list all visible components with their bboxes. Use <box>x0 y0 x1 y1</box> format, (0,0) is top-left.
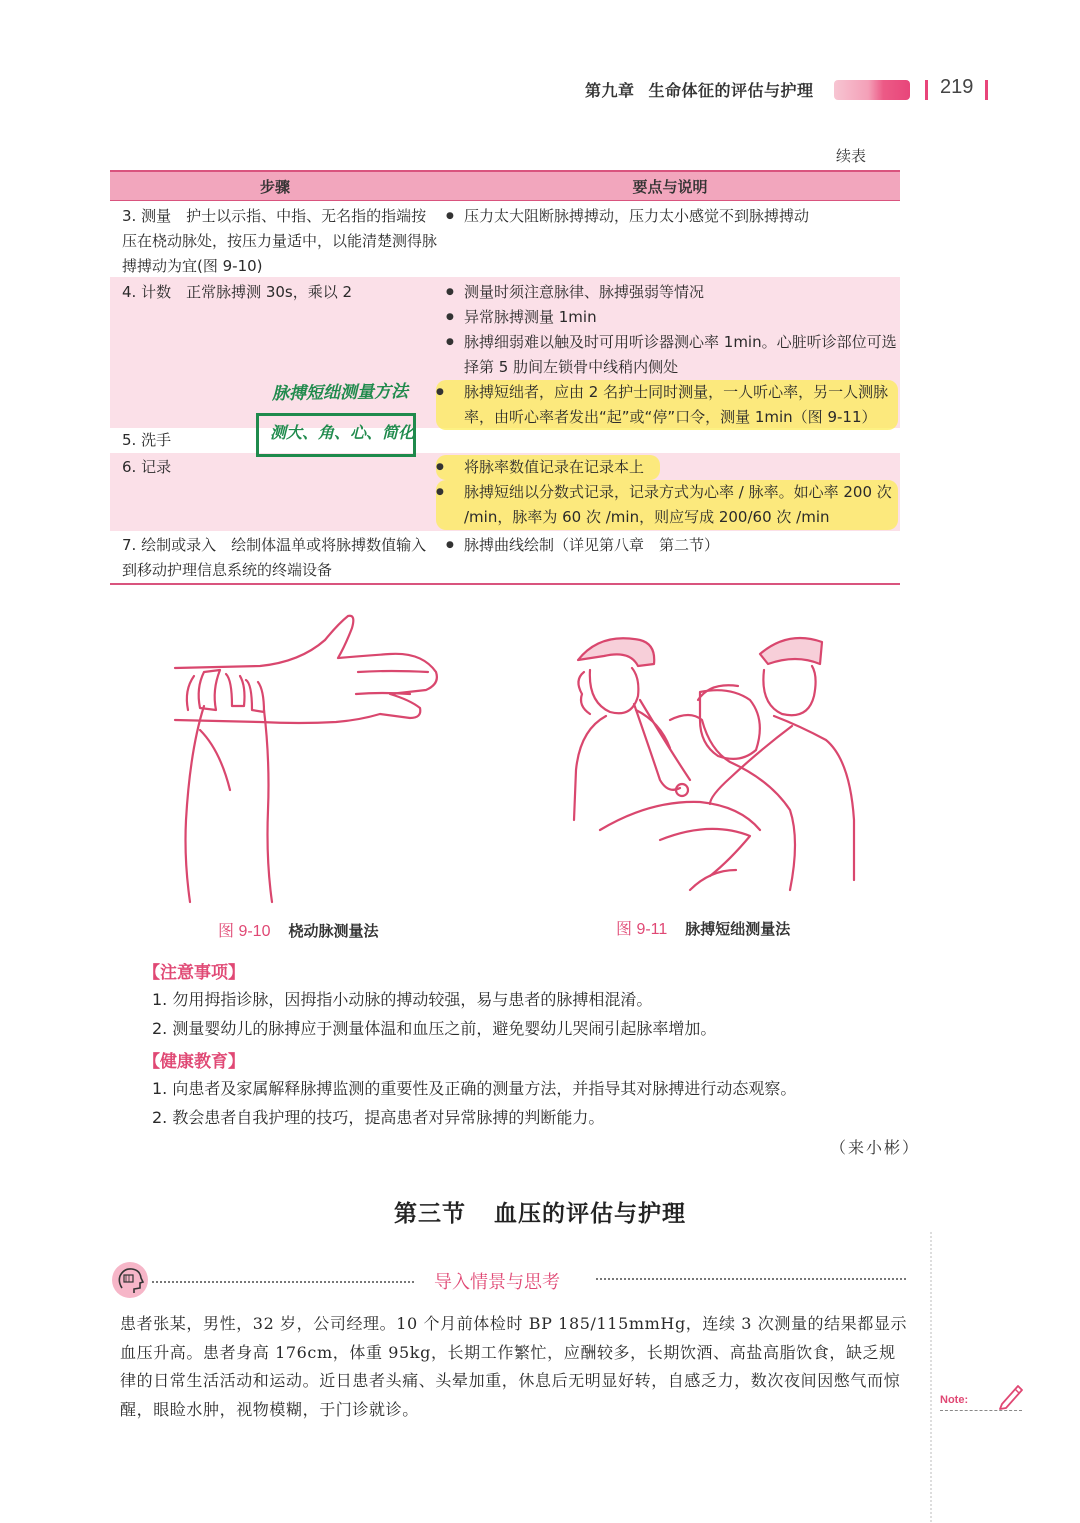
step-cell: 6. 记录 <box>122 458 172 476</box>
point-item: ● 异常脉搏测量 1min <box>446 305 898 330</box>
health-education-item: 2. 教会患者自我护理的技巧，提高患者对异常脉搏的判断能力。 <box>152 1108 605 1127</box>
step-cell: 4. 计数 正常脉搏测 30s，乘以 2 <box>122 283 353 301</box>
margin-divider <box>930 1232 932 1522</box>
chapter-number: 第九章 <box>585 81 635 100</box>
table-row <box>110 428 900 453</box>
point-item: ● 测量时须注意脉律、脉搏强弱等情况 <box>446 280 898 305</box>
section-number: 第三节 <box>394 1201 466 1227</box>
figure-caption-9-10 <box>218 918 379 941</box>
point-item: ● 压力太大阻断脉搏搏动，压力太小感觉不到脉搏搏动 <box>446 204 898 229</box>
pen-icon <box>996 1380 1026 1410</box>
point-item: ● 脉搏曲线绘制（详见第八章 第二节） <box>446 533 898 558</box>
header-separator-end <box>985 80 988 100</box>
table-header <box>110 170 900 201</box>
note-label: Note: <box>940 1394 969 1406</box>
column-header-steps: 步骤 <box>259 178 290 196</box>
figure-caption-9-11 <box>616 916 790 939</box>
radial-pulse-illustration <box>160 610 450 910</box>
intro-divider-right <box>596 1278 906 1280</box>
step-cell: 5. 洗手 <box>122 431 172 449</box>
step-cell: 3. 测量 护士以示指、中指、无名指的指端按压在桡动脉处，按压力量适中，以能清楚测得脉搏搏动为宜(图 9-10) <box>122 207 438 275</box>
section-name: 血压的评估与护理 <box>494 1201 686 1227</box>
figure-number: 图 9-10 <box>218 923 271 940</box>
figure-number: 图 9-11 <box>616 921 668 938</box>
precautions-heading: 【注意事项】 <box>143 963 245 983</box>
precaution-item: 2. 测量婴幼儿的脉搏应于测量体温和血压之前，避免婴幼儿哭闹引起脉率增加。 <box>152 1019 717 1038</box>
point-item-highlighted: ● 脉搏短绌以分数式记录，记录方式为心率 / 脉率。如心率 200 次 /min，脉率为 60 次 /min，则应写成 200/60 次 /min <box>436 480 898 530</box>
procedure-table <box>110 170 900 583</box>
table-row <box>110 201 900 277</box>
handwritten-note-boxed: 测大、角、心、简化 <box>270 423 415 442</box>
table-bottom-rule <box>110 583 900 585</box>
page-number: 219 <box>940 76 974 98</box>
handwritten-note: 脉搏短绌测量方法 <box>271 381 409 405</box>
author-credit: （来小彬） <box>830 1138 921 1157</box>
column-header-points: 要点与说明 <box>632 178 708 196</box>
apical-radial-pulse-illustration <box>560 630 870 900</box>
table-row <box>110 531 900 583</box>
health-education-item: 1. 向患者及家属解释脉搏监测的重要性及正确的测量方法，并指导其对脉搏进行动态观察。 <box>152 1079 797 1098</box>
table-row <box>110 453 900 531</box>
step-cell: 7. 绘制或录入 绘制体温单或将脉搏数值输入到移动护理信息系统的终端设备 <box>122 536 427 579</box>
figure-title: 桡动脉测量法 <box>288 922 379 940</box>
point-item-highlighted: ● 将脉率数值记录在记录本上 <box>436 455 660 480</box>
chapter-title: 生命体征的评估与护理 <box>648 81 814 100</box>
point-item-highlighted: ● 脉搏短绌者，应由 2 名护士同时测量，一人听心率，另一人测脉率，由听心率者发出“起”或“停”口令，测量 1min（图 9-11） <box>436 380 898 430</box>
case-scenario-text: 患者张某，男性，32 岁，公司经理。10 个月前体检时 BP 185/115mmHg，连续 3 次测量的结果都显示血压升高。患者身高 176cm，体重 95kg，长期工作繁忙，应酬较多，长期饮酒、高盐高脂饮食，缺乏规律的日常生活活动和运动。近日患者头痛、头晕加重，休息后无明显好转，自感乏力，数次夜间因憋气而惊醒，眼睑水肿，视物模糊，于门诊就诊。 <box>120 1314 908 1419</box>
chapter-header <box>585 78 828 101</box>
health-education-heading: 【健康教育】 <box>143 1052 245 1072</box>
figure-title: 脉搏短绌测量法 <box>685 920 791 938</box>
intro-divider-left <box>152 1281 414 1283</box>
head-thinking-icon <box>112 1262 148 1298</box>
table-row <box>110 277 900 428</box>
section-title <box>0 1195 1080 1228</box>
header-decor-bar <box>834 80 910 100</box>
header-separator <box>925 80 928 100</box>
intro-title: 导入情景与思考 <box>434 1272 560 1293</box>
table-continued-label: 续表 <box>836 147 867 165</box>
precaution-item: 1. 勿用拇指诊脉，因拇指小动脉的搏动较强，易与患者的脉搏相混淆。 <box>152 990 653 1009</box>
note-line <box>940 1410 1022 1411</box>
point-item: ● 脉搏细弱难以触及时可用听诊器测心率 1min。心脏听诊部位可选择第 5 肋间左锁骨中线稍内侧处 <box>446 330 898 380</box>
